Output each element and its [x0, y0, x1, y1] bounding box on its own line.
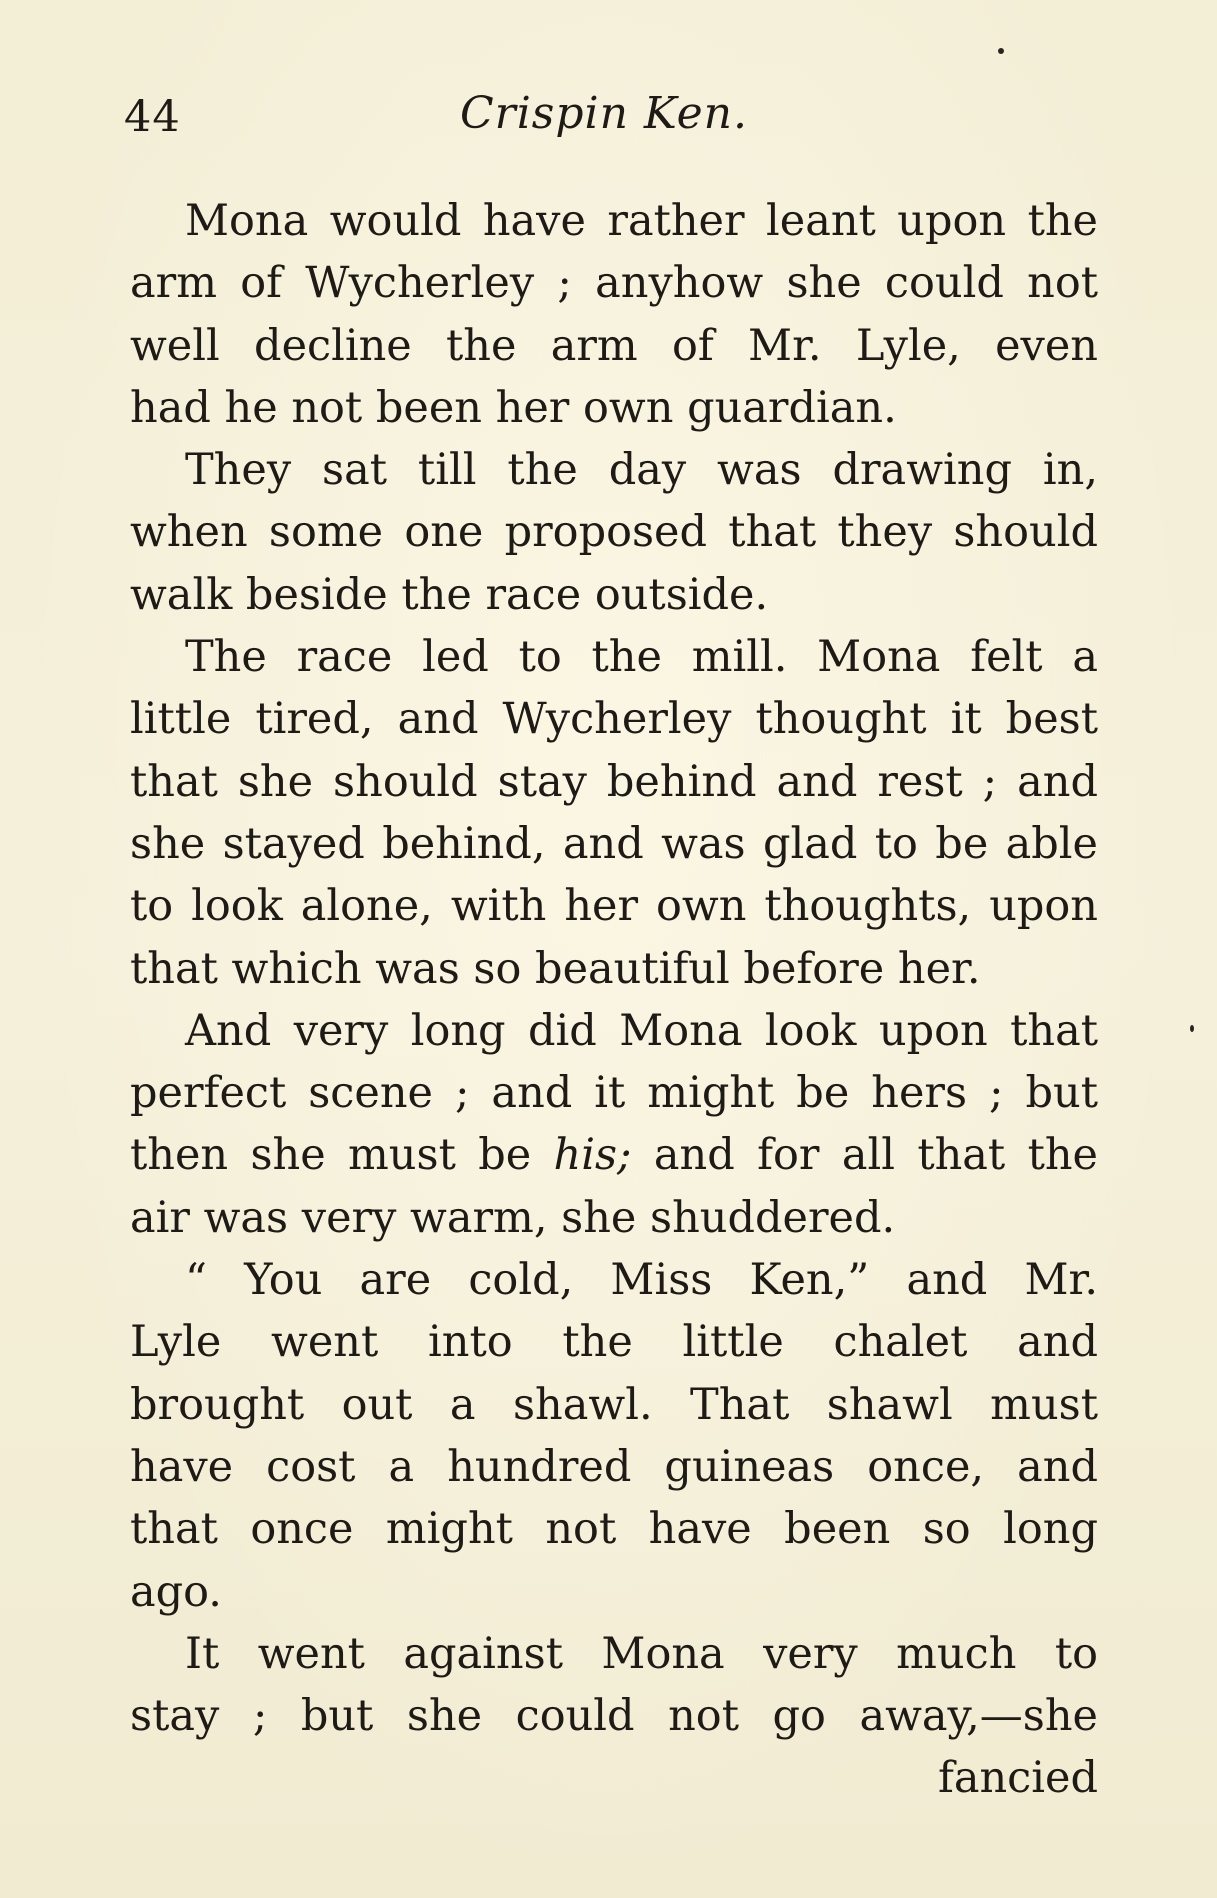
text-line: have cost a hundred guineas once, and: [130, 1441, 1098, 1492]
ink-speck: [998, 48, 1004, 54]
text-line: And very long did Mona look upon that: [185, 1005, 1098, 1056]
text-line: air was very warm, she shuddered.: [130, 1192, 896, 1243]
text-line: then she must be his; and for all that the: [130, 1130, 1098, 1181]
text-line: brought out a shawl. That shawl must: [130, 1379, 1098, 1430]
text-line: It went against Mona very much to: [185, 1628, 1098, 1679]
text-line: The race led to the mill. Mona felt a: [185, 632, 1098, 683]
text-line: Mona would have rather leant upon the: [185, 196, 1098, 246]
text-line: “ You are cold, Miss Ken,” and Mr.: [185, 1255, 1098, 1306]
body-text: [130, 190, 1098, 1810]
text-line: walk beside the race outside.: [130, 569, 769, 620]
text-line: to look alone, with her own thoughts, upon: [130, 881, 1098, 932]
text-line: fancied: [937, 1753, 1098, 1804]
text-line: ago.: [130, 1566, 222, 1617]
text-line: They sat till the day was drawing in,: [185, 445, 1098, 496]
italic-word: his;: [553, 1130, 632, 1181]
text-line: that once might not have been so long: [130, 1504, 1098, 1555]
text-line: perfect scene ; and it might be hers ; but: [130, 1068, 1098, 1119]
text-line: that she should stay behind and rest ; and: [130, 756, 1098, 807]
text-line: stay ; but she could not go away,—she: [130, 1691, 1098, 1742]
text-line: she stayed behind, and was glad to be able: [130, 818, 1098, 869]
text-line: Lyle went into the little chalet and: [130, 1317, 1098, 1368]
running-title: Crispin Ken.: [460, 88, 748, 139]
text-line: well decline the arm of Mr. Lyle, even: [130, 320, 1098, 371]
text-line: little tired, and Wycherley thought it best: [130, 694, 1098, 745]
text-line: arm of Wycherley ; anyhow she could not: [130, 258, 1098, 309]
text-line: had he not been her own guardian.: [130, 382, 897, 433]
text-line: when some one proposed that they should: [130, 507, 1098, 558]
page-header: [124, 88, 1104, 148]
text-line: that which was so beautiful before her.: [130, 943, 981, 994]
ink-speck: [1190, 1025, 1194, 1032]
page-number: 44: [124, 92, 181, 142]
